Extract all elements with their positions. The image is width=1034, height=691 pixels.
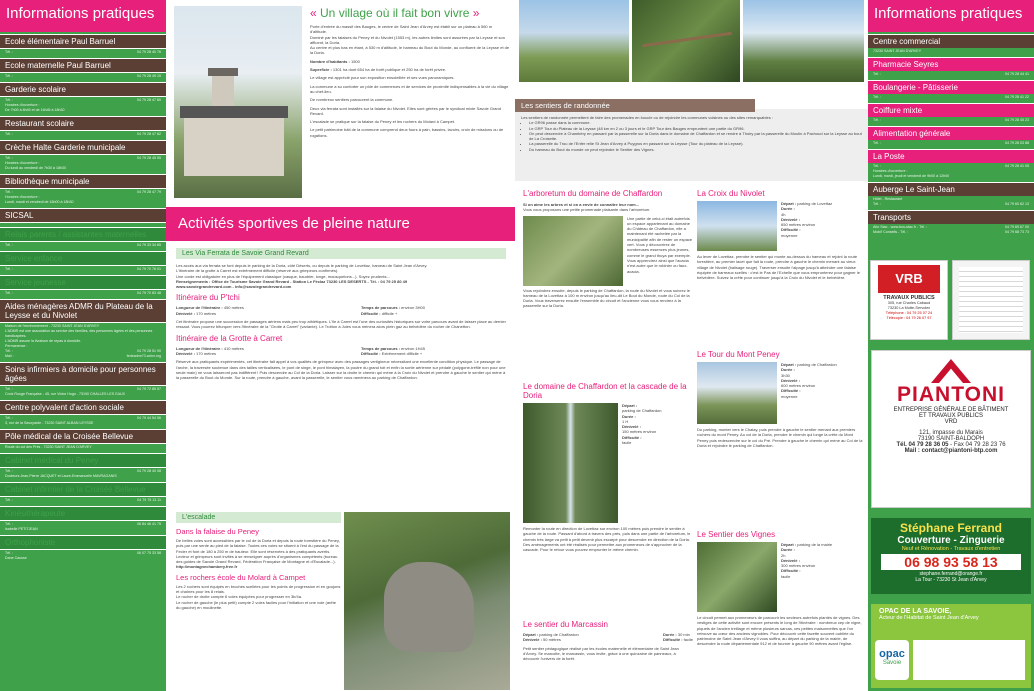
left-info-line: L'ADMR est une association au service des familles, des personnes âgées et des personnes handicapées. — [5, 329, 153, 338]
nivolet-title: La Croix du Nivolet — [697, 189, 765, 198]
arboretum-photo — [523, 216, 623, 286]
ferrand-ad[interactable]: Stéphane Ferrand Couverture - Zinguerie Neuf et Rénovation - Travaux d'entretien 06 98 93 58 13 stephane.ferrand@orange.fr La Tour - 73230 St Jean d'Arvey — [871, 518, 1031, 594]
left-info-panel — [0, 0, 166, 691]
phone-number: 04 79 28 41 22 — [1005, 95, 1029, 99]
sport-title: Activités sportives de pleine nature — [166, 207, 515, 241]
left-section-title: Orthophoniste — [0, 535, 166, 550]
left-sections — [0, 34, 166, 562]
left-info-line: Tél. : 04 79 28 49 15 — [5, 74, 161, 78]
left-info-line: Tél. : 04 79 75 13 11 — [5, 498, 161, 502]
left-info-line: Horaires d'ouverture : — [5, 103, 40, 107]
left-section-title: Ecole maternelle Paul Barruel — [0, 58, 166, 73]
hiking-panel — [515, 0, 868, 691]
left-section-title: Cabinet médical du Peney — [0, 453, 166, 468]
cascade-photo — [523, 403, 618, 523]
right-info-line: Horaires d'ouverture : — [873, 169, 908, 173]
molard-title: Les rochers école du Molard à Campet — [176, 572, 306, 582]
left-info-line: Horaires d'ouverture : — [5, 161, 40, 165]
nivolet-desc: Au lever de Lovettaz, prendre le sentier qui monte au-dessus du hameau et rejoint la route forestière, au premier lacet que fait la route, prendre à gauche le chemin menant au vieux village de Nivolet (balisage rouge). Traverser ensuite l'alpage jusqu'à atteindre une falaise équipée de barreaux scellés : c'est le Pas de l'Echelle que vous emprunterez pour gagner le belvédère. Suivez la crête pour continuer jusqu'à la Croix du Nivolet et le belvédère. — [697, 254, 860, 281]
left-info-line: Tél. : 04 79 28 40 76 — [5, 50, 161, 54]
left-section — [0, 535, 166, 562]
right-info-line: 73230 SAINT JEAN D'ARVEY — [873, 49, 922, 53]
quote-mark: « — [310, 6, 321, 20]
phone-number: 04 79 33 34 65 — [137, 243, 161, 247]
molard-p3: Le rocher de gauche (le plus petit) compte 2 voies faciles pour l'initiation et une voie (arête du gauche) en moulinette. — [176, 599, 336, 610]
via-p1: Les accès aux via ferrata se font depuis le parking de la Doria, côté Déserts, ou depuis le parking de Lovettaz, hameau de Saint Jean d'Arvey. — [176, 263, 428, 268]
via-ferrata-bar: Les Via Ferrata de Savoie Grand Revard — [176, 248, 506, 259]
rando-item: • Du hameau du Bout du monde on peut rejoindre le Sentier des Vignes. — [529, 147, 862, 152]
left-section-title: Soins infirmiers à domicile pour personnes âgées — [0, 362, 166, 386]
rando-bar: Les sentiers de randonnée — [515, 99, 755, 112]
right-info-line: Lundi, mardi, jeudi et vendredi de 9h00 à 12h00 — [873, 174, 950, 178]
phone-number: 04 79 44 54 56 — [137, 416, 161, 420]
right-section-title: Centre commercial — [868, 34, 1034, 48]
left-info-line: Route du col des Prés - 73230 SAINT JEAN D'ARVEY — [5, 445, 92, 449]
village-p3: Au centre et plus bas en étant, à 530 m d'altitude, le hameau du Bout du Monde, au confluent de la Leysse et de la Doria. — [310, 45, 510, 56]
superficie: 1301 ha dont 654 ha de forêt publique et 250 ha de forêt privée. — [332, 67, 447, 73]
chaffardon-p2: Une partie de celui-ci était autrefois un espace appartenant au domaine du Château de Chaffardon, elle a maintenant été rachetée par la municipalité afin de rester un espace vert. Vous y découvrirez de nombreuses essences plus jeunes, comme le grand thuya par exemple. Vous apprendrez ainsi que l'acacia n'est autre que le robinier ou faux-acacia. — [627, 215, 693, 274]
peney-tour-photo — [697, 362, 777, 424]
left-section-title: SICSAL — [0, 208, 166, 223]
phone-number: 04 79 28 40 76 — [137, 50, 161, 54]
left-info-line: Permanence : — [5, 344, 28, 348]
left-section — [0, 453, 166, 480]
left-section — [0, 208, 166, 225]
village-p1: Porte d'entrée du massif des Bauges, le centre de Saint Jean d'Arvey est établi sur un plateau à 560 m d'altitude. — [310, 24, 493, 35]
marcassin-section: Le sentier du Marcassin Départ : parking de Chaffardon Dénivelé : 50 mètres Durée : 30 min Difficulté : facile Petit sentier pédagogique réalisé par les écoles maternelle et élémentaire de Saint Jean d'Arvey. Se marcotte, le marcassin, vous invite, grâce à une quinzaine de panneaux, à découvrir l'univers de la forêt. — [523, 620, 693, 662]
right-info-line: Tél. : 04 79 28 44 41 — [873, 72, 1029, 76]
cascade-section: Le domaine de Chaffardon et la cascade de la Doria Départ : parking de Chaffardon Durée : 1 H Dénivelé : 150 mètres environ Difficulté : facile Remonter la route en direction de Lovettaz sur environ 100 mètres puis prendre le sentier à gauche de la route. Passant d'abord à travers des prés, puis dans une partie de l'arboretum, le chemin très large va petit à petit devenir plus escarpé pour descendre en direction de la Doria. Des aménagements ont été réalisés pour permettre aux promeneurs de s'approcher de la cascade. Pour le retour vous pouvez emprunter le même chemin. — [523, 382, 693, 578]
cascade-desc: Remonter la route en direction de Lovettaz sur environ 100 mètres puis prendre le sentier à gauche de la route. Passant d'abord à travers des prés, puis dans une partie de l'arboretum, le chemin très large va petit à petit devenir plus escarpé pour descendre en direction de la Doria. Des aménagements ont été réalisés pour permettre aux promeneurs de s'approcher de la cascade. Pour le retour vous pouvez emprunter le même chemin. — [523, 526, 691, 553]
mountain-photo — [743, 0, 864, 82]
phone-number: 04 79 72 85 57 — [137, 387, 161, 391]
footbridge-photo — [632, 0, 740, 82]
village-section: « Un village où il fait bon vivre » Porte d'entrée du massif des Bauges, le centre de Saint Jean d'Arvey est établi sur un plateau à 560 m d'altitude. Dominé par les falaises du Peney et du Nivolet (1553 m), les autres limites sont assurées par la Leysse et son affluent, la Doria. Au centre et plus bas en étant, à 530 m d'altitude, le hameau du Bout du Monde, au confluent de la Leysse et de la Doria. Nombre d'habitants : 1500 Superficie : 1301 ha dont 654 ha de forêt publique et 250 ha de forêt privée. Le village est apprécié pour son exposition ensoleillée et ses vues panoramiques. La commune a su conforter un pôle de commerces et de services de proximité indispensables à la vie du village au chef-lieu. De nombreux sentiers parcourent la commune. Deux via ferrata sont installés sur la falaise du Nivolet. Elles sont gérées par le syndicat mixte Savoie Grand Revard. L'escalade se pratique sur la falaise du Peney et les rochers du Molard à Campet. Le petit patrimoine bâti de la commune comprend deux fours à pain, bassins, lavoirs, croix de missions ou de rogations. — [310, 6, 510, 138]
grotte-desc: Réservé aux pratiquants expérimentés, cet itinéraire fait appel à vos qualités de grimpeur avec des passages vertigineux nécessitant une excellente condition physique. Le passage de l'arche, la traversée soutenue dans des tailles verticalisées, le pont de singe, le pont himalayen, la poutre du grand toit et enfin la sortie aérienne sur pédalé (polygone-tréfilé non pour une seule main) ne vous laisseront pas indifférent ! Puis descendre au Col de la Doria. Laisser sur la droite le chemin qui mène à la Croix du Nivolet et prendre à gauche le sentier qui mène à la passerelle du Bout du Monde. Sur la route, prendre à gauche, avant la passerelle, le sentier vous ramènera au parking de Chaffardon. — [176, 359, 506, 381]
village-p4: Le village est apprécié pour son exposition ensoleillée et ses vues panoramiques. — [310, 75, 455, 81]
left-info-line: Tél. : 04 79 33 34 65 — [5, 243, 161, 247]
left-panel-title: Informations pratiques — [0, 0, 166, 32]
vignes-photo — [697, 542, 777, 612]
right-info-line: Tél. : 04 79 28 03 88 — [873, 141, 1029, 145]
cascade-title: Le domaine de Chaffardon et la cascade de la Doria — [523, 382, 687, 400]
piantoni-tel: Tél. 04 79 28 36 05 — [896, 442, 949, 448]
right-info-line: Mobil' Conseils - Tél. : 04 79 68 73 73 — [873, 230, 1029, 234]
left-section — [0, 275, 166, 297]
via-web[interactable]: www.savoiegrandrevard.com - info@savoiegrandrevard.com — [176, 284, 292, 290]
right-section — [868, 80, 1034, 101]
rando-list — [515, 120, 868, 152]
left-info-line: Docteurs Jean-Pierre JACQUET et Laure-Emmanuelle MAVRAGANIS — [5, 474, 117, 478]
village-sport-panel — [166, 0, 515, 691]
left-info-line: Isabelle PETITJEAN — [5, 527, 38, 531]
left-info-line: Mail : fedeadmr73.admr.org — [5, 354, 161, 358]
village-p7: Deux via ferrata sont installés sur la falaise du Nivolet. Elles sont gérées par le syndicat mixte Savoie Grand Revard. — [310, 105, 501, 116]
left-info-line: Tél. : 04 79 44 54 56 — [5, 416, 161, 420]
chaffardon-title: L'arboretum du domaine de Chaffardon — [523, 189, 663, 198]
left-section — [0, 82, 166, 114]
right-section — [868, 182, 1034, 208]
phone-number: 04 79 28 47 80 — [137, 98, 161, 102]
phone-number: 04 79 28 40 08 — [137, 469, 161, 473]
rando-item: • Le GRP Tour du Plateau de la Leysse (48 km en 2 ou 3 jours et le GRP Tour des Bauges empruntent une partie du GR96. — [529, 126, 862, 131]
village-p5: La commune a su conforter un pôle de commerces et de services de proximité indispensables à la vie du village au chef-lieu. — [310, 83, 509, 94]
brochure-ad[interactable] — [952, 260, 1030, 340]
left-section-title: Service enfance — [0, 251, 166, 266]
left-section — [0, 400, 166, 427]
left-section — [0, 362, 166, 398]
left-section-title: Restaurant scolaire — [0, 116, 166, 131]
village-p2: Dominé par les falaises du Peney et du Nivolet (1553 m), les autres limites sont assurées par la Leysse et son affluent, la Doria. — [310, 34, 505, 45]
left-info-line: Horaires d'ouverture : — [5, 195, 40, 199]
chaffardon-p3: Vous rejoindrez ensuite, depuis le parking de Chaffardon, la route du Nivolet et vous suivrez le hameau de la Lovettaz à 100 m environ jusqu'au lieu-dit Le Bout du Monde, route du Col de la Doria. Vous traverserez ensuite l'ensemble du circuit et l'ancienne vous vous rendrez à la passerelle sur la Doria. — [523, 287, 690, 309]
left-info-line: Maison de l'environnement - 73230 SAINT JEAN D'ARVEY — [5, 324, 100, 328]
marcassin-desc: Petit sentier pédagogique réalisé par les écoles maternelle et élémentaire de Saint Jean d'Arvey. Se marcotte, le marcassin, vous invite, grâce à une quinzaine de panneaux, à découvrir l'univers de la forêt. — [523, 645, 679, 662]
via-p3: Une corde est obligatoire en plus de l'équipement classique (casque, baudrier, longe, mousquetons...). Soyez prudents... — [176, 273, 390, 279]
phone-number: 04 79 28 49 15 — [137, 74, 161, 78]
left-section — [0, 299, 166, 360]
phone-number: 04 79 28 03 88 — [1005, 141, 1029, 145]
right-section-title: Auberge Le Saint-Jean — [868, 182, 1034, 196]
piantoni-logo-icon — [931, 359, 971, 383]
grotte-title: Itinéraire de la Grotte à Carret — [176, 333, 283, 343]
pchi-desc: Cet itinéraire propose une succession de passages aériens mais peu trop athlétiques. L'île à Carret est l'une des curiosités historiques sur votre parcours avant de laisser place au dernier ressaut. Vous pourrez bifurquer vers l'itinéraire de la "Grotte à Carret" (variante). Le Trotton à Juies vous mènera alors plein gaz au belvédère du rocher de Chanetton. — [176, 319, 506, 330]
right-info-line: Tél. : 04 79 28 41 05 — [873, 164, 1029, 168]
peney-tour-desc: Du parking, monter vers le Chalay, puis prendre à gauche le sentier menant aux premiers rochers du mont Peney. Au col de la Doria, prendre le chemin qui longe la crête du Mont Peney puis redescendre sur le col du Pré. Prendre à gauche le chemin qui mène au Col de la Doria et rejoindre le parking de Chaffardon. — [697, 427, 863, 448]
phone-number: 04 79 70 83 48 — [137, 291, 161, 295]
left-section — [0, 429, 166, 451]
left-section-title: Pôle médical de la Croisée Bellevue — [0, 429, 166, 444]
ferrand-tel: 06 98 93 58 13 — [881, 554, 1021, 570]
left-section — [0, 116, 166, 138]
phone-number: 04 79 28 41 05 — [1005, 164, 1029, 168]
village-p6: De nombreux sentiers parcourent la commune. — [310, 97, 394, 103]
phone-number: 04 79 60 62 13 — [1005, 202, 1029, 206]
opac-logo: opac Savoie — [875, 640, 909, 680]
right-section-title: Alimentation générale — [868, 126, 1034, 140]
pchi-title: Itinéraire du P'tchi — [176, 293, 240, 303]
left-section — [0, 227, 166, 249]
peney-tour-section: Le Tour du Mont Peney Départ : parking de Chaffardon Durée : 3h30 Dénivelé : 600 mètres environ Difficulté : moyenne Du parking, monter vers le Chalay, puis prendre à gauche le sentier menant aux premiers rochers du mont Peney. Au col de la Doria, prendre le chemin qui longe la crête du Mont Peney puis redescendre sur le col du Pré. Prendre à gauche le chemin qui mène au Col de la Doria et rejoindre le parking de Chaffardon. — [697, 350, 863, 507]
left-section-title: Cabinet infirmier de la Croisée Bellevue — [0, 482, 166, 497]
left-section — [0, 140, 166, 172]
habitants: 1500 — [350, 58, 360, 64]
left-section — [0, 251, 166, 273]
nivolet-section: La Croix du Nivolet Départ : parking de Lovettaz Durée : 4h Dénivelé : 650 mètres environ Difficulté : moyenne Au lever de Lovettaz, prendre le sentier qui monte au-dessus du hameau et rejoint la route forestière, au premier lacet que fait la route, prendre à gauche le chemin menant au vieux village de Nivolet (balisage rouge). Traverser ensuite l'alpage jusqu'à atteindre une falaise équipée de barreaux scellés : c'est le Pas de l'Echelle que vous emprunterez pour gagner le belvédère. Suivez la crête pour continuer jusqu'à la Croix du Nivolet et le belvédère. — [697, 189, 863, 329]
right-section — [868, 34, 1034, 55]
left-section — [0, 174, 166, 206]
village-p9: Le petit patrimoine bâti de la commune comprend deux fours à pain, bassins, lavoirs, croix de missions ou de rogations. — [310, 127, 504, 138]
left-section-title: Bibliothèque municipale — [0, 174, 166, 189]
village-photo — [519, 0, 629, 82]
right-section — [868, 103, 1034, 124]
phone-number: 04 79 69 67 00 — [1005, 225, 1029, 229]
escalade-section — [176, 512, 341, 610]
left-info-line: Lundi, mardi et vendredi de 16h00 à 18h30 — [5, 200, 74, 204]
phone-number: fedeadmr73.admr.org — [126, 354, 161, 358]
phone-number: 04 79 28 45 23 — [1005, 118, 1029, 122]
right-panel-title: Informations pratiques — [868, 0, 1034, 32]
right-section-title: Boulangerie - Pâtisserie — [868, 80, 1034, 94]
peney-web[interactable]: http://montagnechambery.free.fr — [176, 564, 238, 570]
left-section-title: Crèche Halte Garderie municipale — [0, 140, 166, 155]
left-info-line: Tél. : 04 79 28 47 79 — [5, 190, 161, 194]
church-photo — [174, 6, 302, 198]
marcassin-title: Le sentier du Marcassin — [523, 620, 608, 629]
left-info-line: Tél. : 04 79 28 40 08 — [5, 469, 161, 473]
left-info-line: Tél. : 06 84 46 41 75 — [5, 522, 161, 526]
via-p2: L'itinéraire de la grotte à Carret est extrêmement difficile (réservé aux grimpeurs confirmés). — [176, 268, 339, 274]
right-section-title: Coiffure mixte — [868, 103, 1034, 117]
left-info-line: L'ADMR assure la livraison de repas à domicile. — [5, 339, 82, 343]
left-info-line: Du lundi au vendredi de 7h30 à 18h30 — [5, 166, 66, 170]
left-info-line: Tél. : 04 79 28 51 90 — [5, 349, 161, 353]
village-p8: L'escalade se pratique sur la falaise du Peney et les rochers du Molard à Campet. — [310, 119, 456, 125]
phone-number: 06 07 75 33 58 — [137, 551, 161, 555]
left-info-line: De 7h00 à 8h45 et de 16h45 à 18h30 — [5, 108, 65, 112]
phone-number: 04 79 28 47 79 — [137, 190, 161, 194]
phone-number: 04 79 28 47 82 — [137, 132, 161, 136]
left-info-line: 3, rue de la Savoyarde - 73230 SAINT ALBAN LEYSSE — [5, 421, 94, 425]
peney-desc: De belles voies sont accessibles par le col de la Doria et depuis la route forestière du Peney, puis par une sente au pied de la falaise. Toutes ces voies se situent à l'est du passage de la Fecler et font de 180 à 250 m de hauteur. Elle sont réservées à des pratiquants avertis. Lecteur et grimpeurs sont invités à se renseigner auprès d'organismes compétents (bureau des guides de Savoie Grand Revard, Fédération Française de Montagne et d'Escalade...). — [176, 538, 340, 565]
nivolet-photo — [697, 201, 777, 251]
rando-item: • On peut descendre à Chambéry en passant par la passerelle sur la Doria dans le domaine de Chaffardon et se rendre à Thoiry par la passerelle du Moulin à Pachoud sur la Leysse au bout de La Croisette. — [529, 131, 862, 142]
right-section — [868, 210, 1034, 236]
left-section-title: Garderie scolaire — [0, 82, 166, 97]
rando-section — [515, 101, 868, 181]
vrb-ad[interactable]: VRB TRAVAUX PUBLICS 305, rue Charles Cabaud 73230 La Motte-Servolex Téléphone : 04 79 25 07 24 Télécopie : 04 79 26 07 97 — [870, 260, 948, 340]
rando-item: • Le GR96 passe dans la commune. — [529, 120, 862, 125]
right-sections — [868, 32, 1034, 258]
peney-tour-title: Le Tour du Mont Peney — [697, 350, 780, 359]
piantoni-mail[interactable]: Mail : contact@piantoni-btp.com — [904, 448, 998, 454]
right-info-line: Tél. : 04 79 28 45 23 — [873, 118, 1029, 122]
right-info-line: Tél. : 04 79 60 62 13 — [873, 202, 1029, 206]
vrb-logo: VRB — [878, 265, 940, 293]
phone-number: 06 84 46 41 75 — [137, 522, 161, 526]
phone-number: 04 79 70 76 01 — [137, 267, 161, 271]
chaffardon-section: L'arboretum du domaine de Chaffardon Si on aime les arbres et si on a envie de connaître leur nom... Vous vous proposons une petite promenade plaisante dans l'arboretum. Une partie de celui-ci était autrefois un espace appartenant au domaine du Château de Chaffardon, elle a maintenant été rachetée par la municipalité afin de rester un espace vert. Vous y découvrirez de nombreuses essences plus jeunes, comme le grand thuya par exemple. Vous apprendrez ainsi que l'acacia n'est autre que le robinier ou faux-acacia. Vous rejoindrez ensuite, depuis le parking de Chaffardon, la route du Nivolet et vous suivrez le hameau de la Lovettaz à 100 m environ jusqu'au lieu-dit Le Bout du Monde, route du Col de la Doria. Vous traverserez ensuite l'ensemble du circuit et l'ancienne vous vous rendrez à la passerelle sur la Doria. — [523, 189, 693, 314]
rando-item: • La passerelle du Trou de l'Enfer relie St Jean d'Arvey à Puygros en passant sur la Leysse (Tour du plateau de la Leysse). — [529, 141, 862, 146]
climbing-photo — [344, 512, 510, 690]
vignes-title: Le Sentier des Vignes — [697, 530, 776, 539]
right-info-line: Alto Stac - www.bus-stac.fr - Tél. : 04 79 69 67 00 — [873, 225, 1029, 229]
peney-title: Dans la falaise du Peney — [176, 527, 259, 536]
left-section-title: Centre polyvalent d'action sociale — [0, 400, 166, 415]
vignes-desc: Le circuit permet aux promeneurs de parcourir les secteurs autrefois plantés de vignes. Des vestiges de cette activité sont encore présents le long de l'itinéraire : nombreux cep de vigne, piquets de l'ancien treillage et même plusieurs sarcas, ces petites maisonnettes que l'on retrouve au cœur des anciens vignobles. Pour découvrir cette facette souvent oubliée du patrimoine de Saint Jean d'Arvey il vous suffira, au départ du parking de la mairie, de descendre la route départementale 912 et de tourner à gauche 90 mètres avant l'église. — [697, 615, 862, 647]
right-section-title: La Poste — [868, 149, 1034, 163]
phone-number: 04 79 28 45 55 — [137, 156, 161, 160]
via-ferrata-section: Les Via Ferrata de Savoie Grand Revard Les accès aux via ferrata se font depuis le parking de la Doria, côté Déserts, ou depuis le parking de Lovettaz, hameau de Saint Jean d'Arvey. L'itinéraire de la grotte à Carret est extrêmement difficile (réservé aux grimpeurs confirmés). Une corde est obligatoire en plus de l'équipement classique (casque, baudrier, longe, mousquetons...). Soyez prudents... Renseignements : Office de Tourisme Savoie Grand Revard - Station Le Féclaz 73230 LES DESERTS - Tél. : 04 79 25 80 49 www.savoiegrandrevard.com - info@savoiegrandrevard.com Itinéraire du P'tchi Longueur de l'itinéraire : 450 mètres Dénivelé : 170 mètres Temps de parcours : environ 3H00 Difficulté : difficile + Cet itinéraire propose une succession de passages aériens mais peu trop athlétiques. L'île à Carret est l'une des curiosités historiques sur votre parcours avant de laisser place au dernier ressaut. Vous pourrez bifurquer vers l'itinéraire de la "Grotte à Carret" (variante). Le Trotton à Juies vous mènera alors plein gaz au belvédère du rocher de Chanetton. Itinéraire de la Grotte à Carret Longueur de l'itinéraire : 410 mètres Dénivelé : 170 mètres Temps de parcours : environ 1H45 Difficulté : Extrêmement difficile + Réservé aux pratiquants expérimentés, cet itinéraire fait appel à vos qualités de grimpeur avec des passages vertigineux nécessitant une excellente condition physique. Le passage de l'arche, la traversée soutenue dans des tailles verticalisées, le pont de singe, le pont himalayen, la poutre du grand toit et enfin la sortie aérienne sur pédalé (polygone-tréfilé non pour une seule main) ne vous laisseront pas indifférent ! Puis descendre au Col de la Doria. Laisser sur la droite le chemin qui mène à la Croix du Nivolet et prendre à gauche le sentier qui mène à la passerelle du Bout du Monde. Sur la route, prendre à gauche, avant la passerelle, le sentier vous ramènera au parking de Chaffardon. — [176, 250, 506, 381]
right-section — [868, 149, 1034, 180]
right-info-line: Tél. : 04 79 28 41 22 — [873, 95, 1029, 99]
left-info-line: Tél. : 06 07 75 33 58 — [5, 551, 161, 555]
right-section-title: Transports — [868, 210, 1034, 224]
left-info-line: Tél. : 04 79 28 45 55 — [5, 156, 161, 160]
left-section — [0, 34, 166, 56]
right-info-line: Hôtel - Restaurant — [873, 197, 903, 201]
via-renseign: Renseignements : Office de Tourisme Savoie Grand Revard - Station Le Féclaz 73230 LES DESERTS - Tél. : 04 79 25 80 49 — [176, 278, 408, 284]
opac-ad[interactable]: OPAC DE LA SAVOIE, Acteur de l'Habitat de Saint Jean d'Arvey opac Savoie — [871, 604, 1031, 688]
molard-p2: Le rocher de droite compte 6 voies équipées pour progresser en 3b/4a. — [176, 594, 303, 600]
left-info-line: Tél. : 04 79 28 47 82 — [5, 132, 161, 136]
left-section — [0, 506, 166, 533]
left-section — [0, 58, 166, 80]
left-section-title: Relais parents / assistantes maternelles — [0, 227, 166, 242]
village-title: « Un village où il fait bon vivre » — [310, 6, 480, 20]
piantoni-name: PIANTONI — [897, 383, 1005, 406]
left-info-line: Tél. : 04 79 70 83 48 — [5, 291, 161, 295]
left-section — [0, 482, 166, 504]
left-info-line: Dane Causse — [5, 556, 27, 560]
left-info-line: Tél. : 04 79 72 85 57 — [5, 387, 161, 391]
phone-number: 04 79 68 73 73 — [1005, 230, 1029, 234]
left-section-title: Kinésithérapeute — [0, 506, 166, 521]
left-section-title: Ecole élémentaire Paul Barruel — [0, 34, 166, 49]
phone-number: 04 79 28 44 41 — [1005, 72, 1029, 76]
rando-intro: Les sentiers de randonnée permettent de faire des promenades en boucle ou de rejoindre les communes voisines ou des sites remarquables : — [521, 115, 773, 120]
escalade-bar: L'escalade — [176, 512, 341, 523]
right-section — [868, 126, 1034, 147]
molard-p1: Les 2 rochers sont équipés en broches scellées pour les points de progression et en goujons et chaînes pour les 8 relais. — [176, 583, 341, 595]
vignes-section: Le Sentier des Vignes Départ : parking de la mairie Durée : 2h Dénivelé : 300 mètres environ Difficulté : facile Le circuit permet aux promeneurs de parcourir les secteurs autrefois plantés de vignes. Des vestiges de cette activité sont encore présents le long de l'itinéraire : nombreux cep de vigne, piquets de l'ancien treillage et même plusieurs sarcas, ces petites maisonnettes que l'on retrouve au cœur des anciens vignobles. Pour découvrir cette facette souvent oubliée du patrimoine de Saint Jean d'Arvey il vous suffira, au départ du parking de la mairie, de descendre la route départementale 912 et de tourner à gauche 90 mètres avant l'église. — [697, 530, 863, 691]
right-section-title: Pharmacie Seyres — [868, 57, 1034, 71]
left-section-title: Service jeunesse — [0, 275, 166, 290]
right-section — [868, 57, 1034, 78]
left-info-line: Tél. : 04 79 70 76 01 — [5, 267, 161, 271]
phone-number: 04 79 75 13 11 — [137, 498, 161, 502]
piantoni-ad[interactable]: PIANTONI ENTREPRISE GÉNÉRALE DE BÂTIMENT ET TRAVAUX PUBLICS VRD 121, impasse du Marais 73190 SAINT-BALDOPH Tél. 04 79 28 36 05 - Fax 04 79 28 23 76 Mail : contact@piantoni-btp.com — [871, 350, 1031, 508]
left-info-line: Tél. : 04 79 28 47 80 — [5, 98, 161, 102]
left-info-line: Croix Rouge Française - 45, rue Victor Hugo - 73190 CHALLES LES EAUX — [5, 392, 125, 396]
phone-number: 04 79 28 51 90 — [137, 349, 161, 353]
left-section-title: Aides ménagères ADMR du Plateau de la Leysse et du Nivolet — [0, 299, 166, 323]
right-info-panel — [868, 0, 1034, 691]
